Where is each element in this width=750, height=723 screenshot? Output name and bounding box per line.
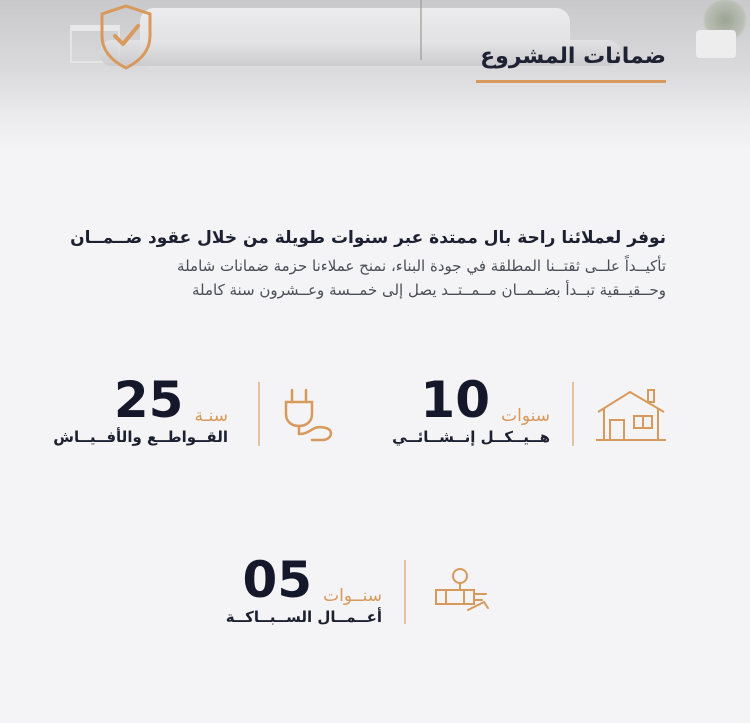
plant-pot-image <box>696 30 736 58</box>
stat-divider <box>404 560 406 624</box>
section-title-wrap <box>480 38 666 76</box>
stat-divider <box>258 382 260 446</box>
guarantee-plumbing <box>225 551 382 626</box>
guarantee-unit: سنــوات <box>323 586 382 606</box>
house-icon <box>594 386 668 444</box>
page-title: ضمانات المشروع <box>480 44 666 69</box>
guarantee-label: القــواطــع والأفــيــاش <box>53 428 228 446</box>
plant-image <box>420 0 462 60</box>
intro-body-line-1: تأكيــداً علــى ثقتــنا المطلقة في جودة البناء، نمنح عملاءنا حزمة ضمانات شاملة <box>177 257 666 275</box>
guarantee-years: 25 <box>113 371 184 429</box>
plug-icon <box>282 386 342 446</box>
intro-body-line-2: وحــقيــقية تبــدأ بضــمــان مــمــتــد يصل إلى خمــسة وعــشرون سنة كاملة <box>191 281 666 299</box>
stat-divider <box>572 382 574 446</box>
intro-headline: نوفر لعملائنا راحة بال ممتدة عبر سنوات طويلة من خلال عقود ضــمــان <box>70 228 666 248</box>
pipe-valve-icon <box>432 566 490 618</box>
intro-body <box>66 254 666 302</box>
guarantee-unit: سنوات <box>501 406 550 426</box>
guarantee-structure <box>392 371 550 446</box>
guarantee-years: 05 <box>242 551 313 609</box>
title-underline <box>476 80 666 83</box>
guarantee-label: هــيــكــل إنــشــائــي <box>392 428 550 446</box>
guarantee-years: 10 <box>420 371 491 429</box>
guarantee-unit: سنـة <box>194 406 228 426</box>
shield-check-icon <box>98 2 154 70</box>
guarantee-breakers <box>53 371 228 446</box>
guarantee-label: أعــمــال الســبــاكــة <box>225 608 382 626</box>
